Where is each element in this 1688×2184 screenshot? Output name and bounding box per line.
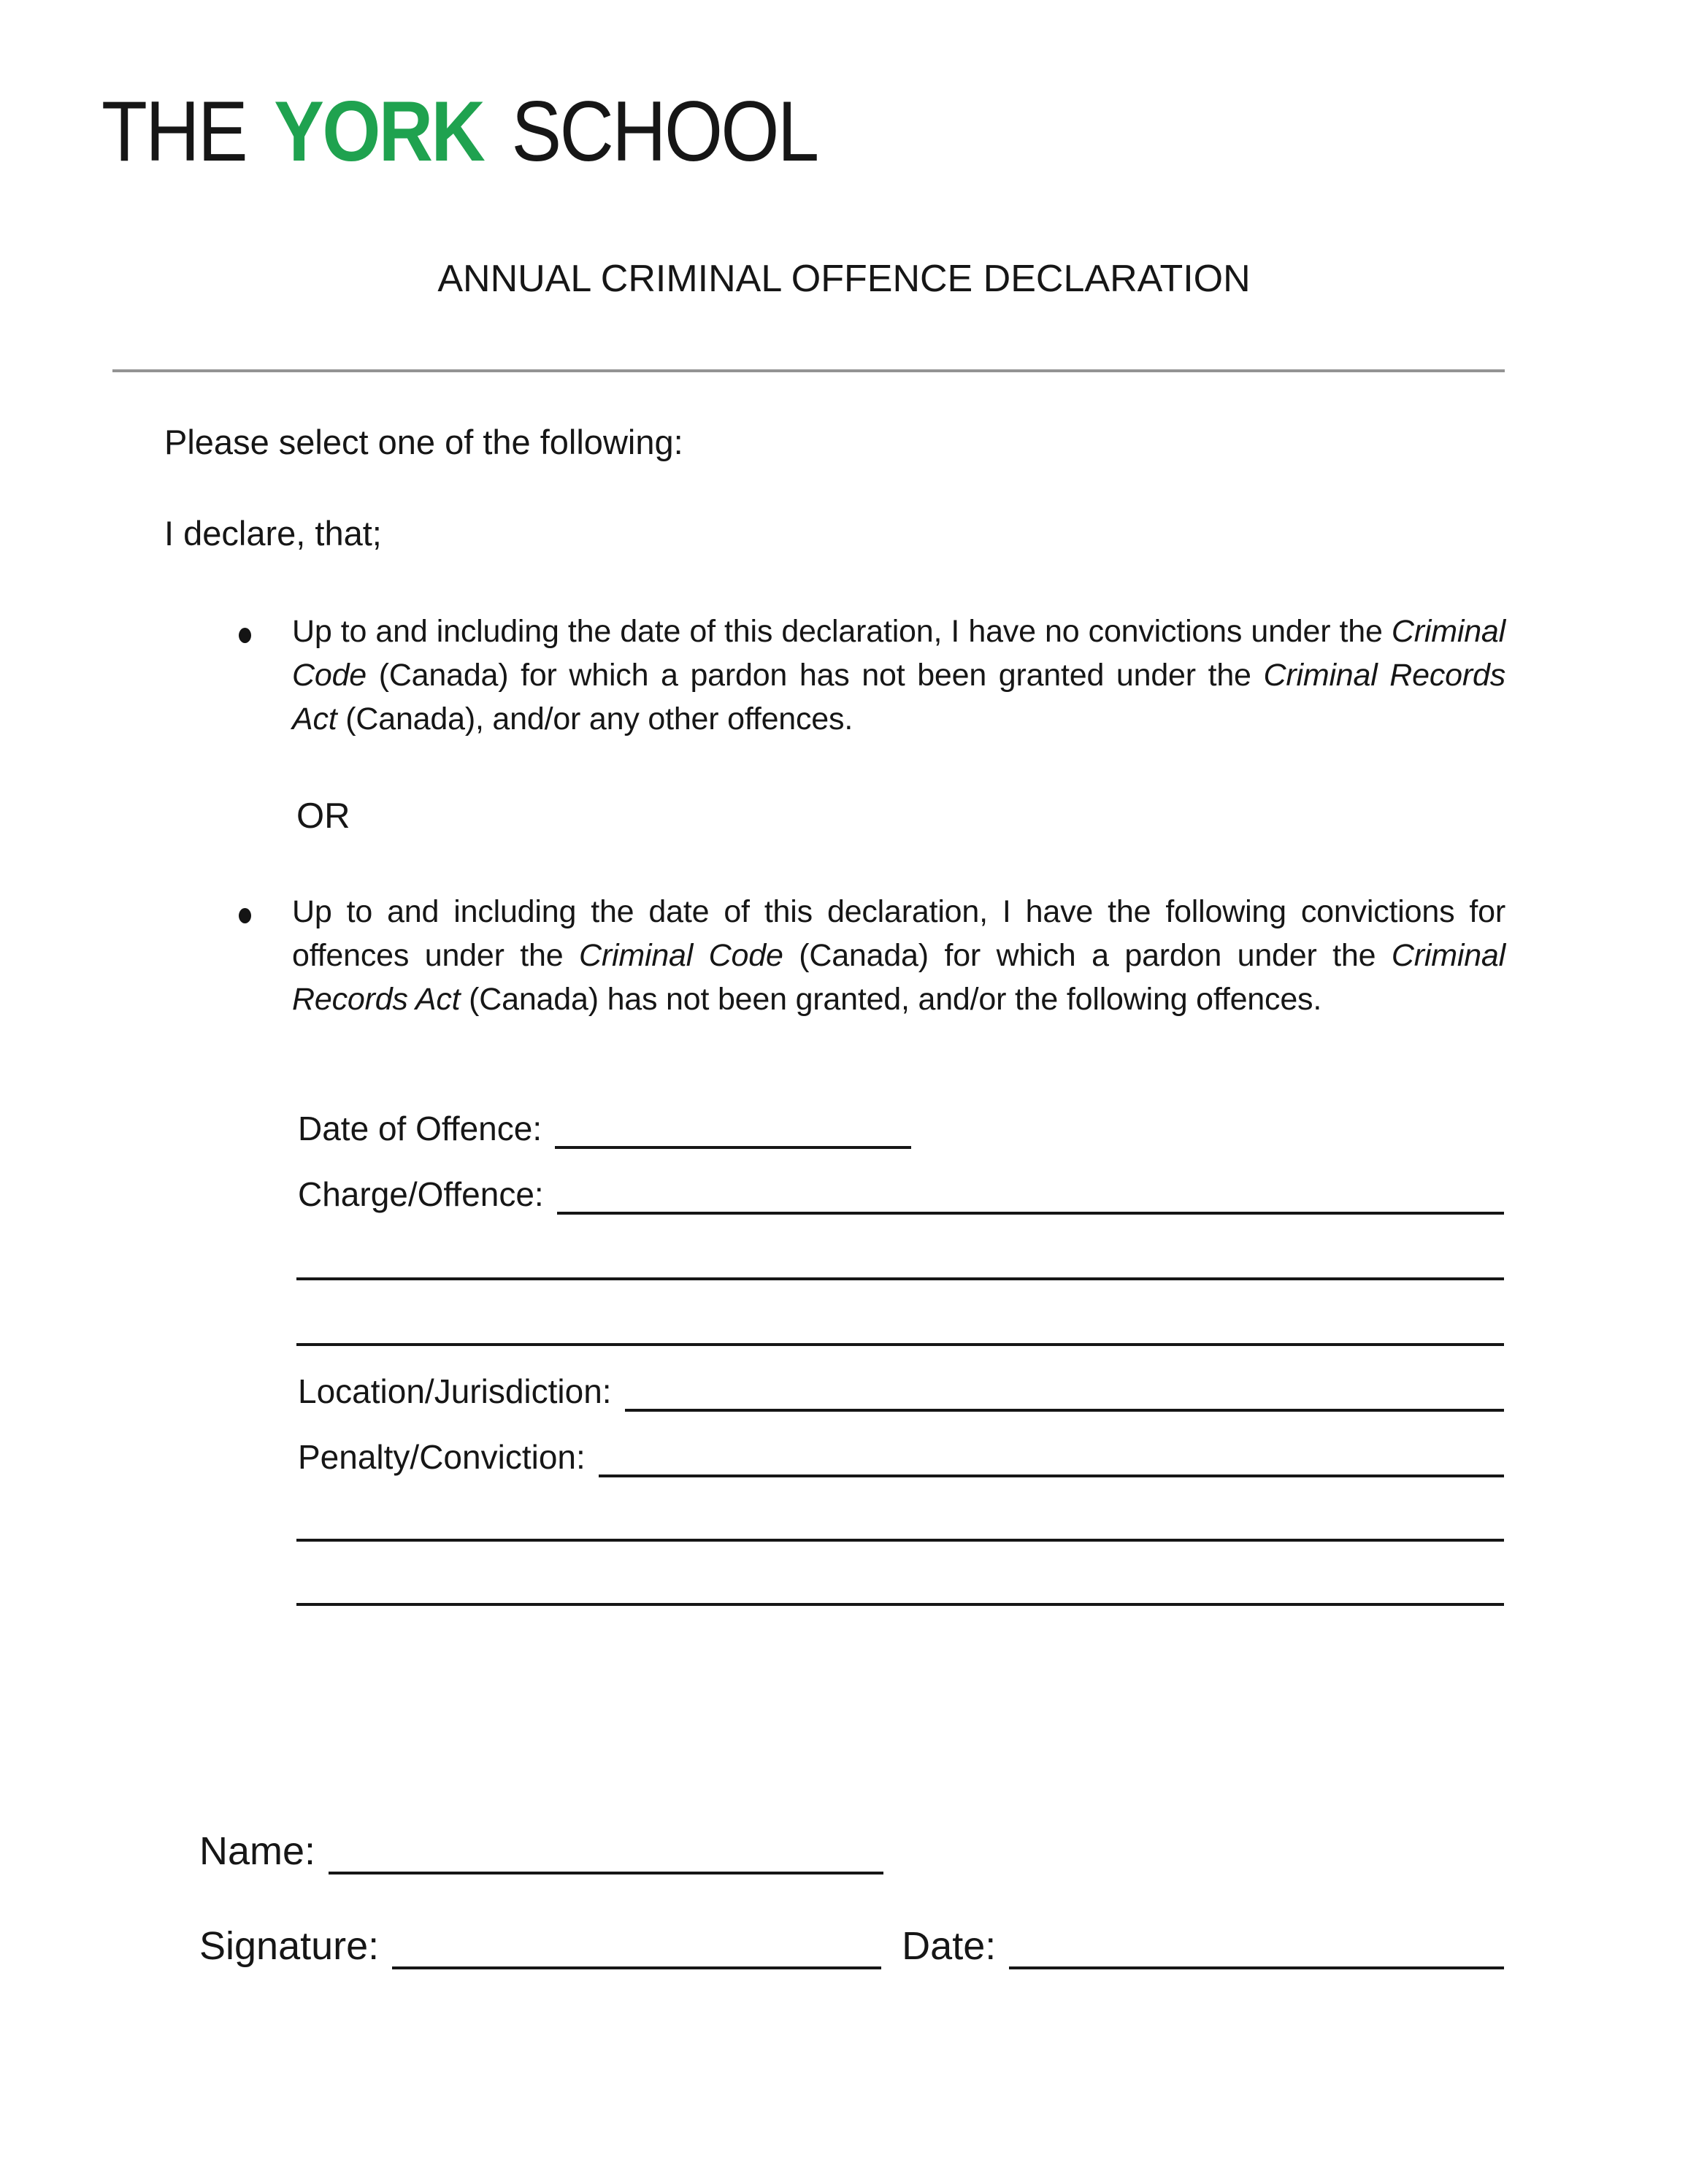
bullet-icon — [239, 908, 251, 923]
bullet-icon — [239, 628, 251, 643]
signature-label: Signature: — [199, 1924, 380, 1968]
horizontal-divider — [112, 369, 1505, 372]
name-label: Name: — [199, 1829, 316, 1873]
charge-offence-continuation-line-1[interactable] — [296, 1235, 1504, 1280]
text-segment-italic: Criminal Code — [292, 614, 1505, 693]
logo-text-the: THE — [101, 83, 246, 179]
declaration-option-no-convictions — [292, 610, 1505, 741]
field-charge-offence-continuation — [296, 1302, 1504, 1346]
date-of-offence-input-line[interactable] — [555, 1104, 911, 1149]
text-segment: (Canada) for which a pardon under the — [783, 938, 1392, 973]
declaration-option-has-convictions — [292, 890, 1505, 1021]
text-segment: (Canada), and/or any other offences. — [337, 701, 853, 737]
field-location-jurisdiction — [298, 1368, 1504, 1412]
text-segment-italic: Criminal Code — [579, 938, 783, 973]
name-input-line[interactable] — [329, 1829, 883, 1875]
text-segment: (Canada) for which a pardon has not been granted under the — [367, 658, 1264, 693]
logo-text-york: YORK — [274, 83, 484, 179]
or-separator: OR — [296, 796, 350, 836]
logo-text-school: SCHOOL — [511, 83, 818, 179]
penalty-conviction-continuation-line-1[interactable] — [296, 1496, 1504, 1542]
page-title: ANNUAL CRIMINAL OFFENCE DECLARATION — [437, 258, 1251, 300]
charge-offence-continuation-line-2[interactable] — [296, 1301, 1504, 1346]
field-penalty-conviction-continuation — [296, 1562, 1504, 1606]
text-segment: Up to and including the date of this declaration, I have the following convictions for offences under the — [292, 894, 1505, 973]
select-instruction: Please select one of the following: — [164, 423, 683, 461]
field-penalty-conviction — [298, 1434, 1504, 1477]
date-label: Date: — [902, 1924, 997, 1968]
charge-offence-input-line[interactable] — [557, 1169, 1504, 1215]
signature-input-line[interactable] — [392, 1924, 881, 1969]
location-jurisdiction-label: Location/Jurisdiction: — [298, 1372, 612, 1410]
date-of-offence-label: Date of Offence: — [298, 1110, 542, 1147]
school-logo — [101, 83, 818, 179]
penalty-conviction-input-line[interactable] — [599, 1432, 1504, 1477]
text-segment-italic: Criminal Records Act — [292, 658, 1506, 737]
penalty-conviction-continuation-line-2[interactable] — [296, 1561, 1504, 1606]
field-date-of-offence — [298, 1105, 1504, 1149]
field-signature-date — [199, 1926, 1504, 1969]
date-input-line[interactable] — [1009, 1924, 1504, 1969]
text-segment-italic: Criminal Records Act — [292, 938, 1505, 1017]
penalty-conviction-label: Penalty/Conviction: — [298, 1438, 586, 1476]
field-charge-offence — [298, 1171, 1504, 1215]
field-charge-offence-continuation — [296, 1237, 1504, 1280]
charge-offence-label: Charge/Offence: — [298, 1175, 544, 1213]
text-segment: (Canada) has not been granted, and/or the following offences. — [460, 982, 1322, 1017]
field-penalty-conviction-continuation — [296, 1498, 1504, 1542]
field-name — [199, 1831, 1504, 1875]
declare-lead: I declare, that; — [164, 514, 382, 553]
text-segment: Up to and including the date of this declaration, I have no convictions under the — [292, 614, 1392, 649]
location-jurisdiction-input-line[interactable] — [625, 1366, 1504, 1412]
